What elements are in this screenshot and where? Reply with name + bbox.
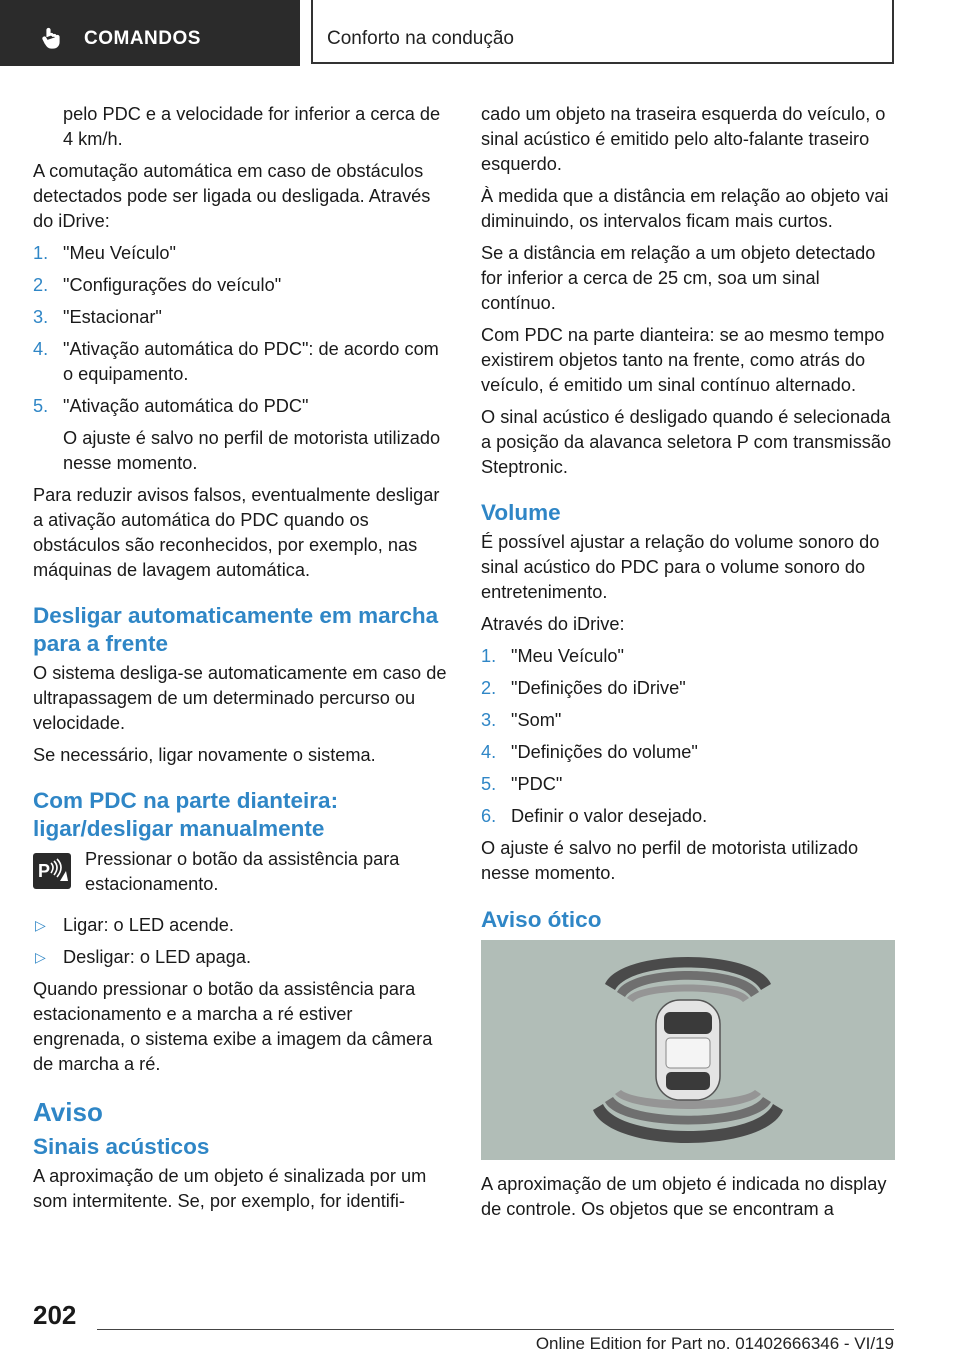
right-column [481,102,895,1229]
paragraph: Se necessário, ligar novamente o sistema. [33,745,376,765]
section-tab-label: COMANDOS [84,28,201,49]
list-item [481,804,895,829]
parking-button-instruction [33,847,447,897]
paragraph: À medida que a distância em relação ao objeto vai diminuindo, os intervalos ficam mais curtos. [481,186,889,231]
button-instruction-text: Pressionar o botão da assistência para estacionamento. [85,849,400,894]
heading-sinais-acusticos: Sinais acústicos [33,1134,210,1159]
paragraph: cado um objeto na traseira esquerda do veículo, o sinal acústico é emitido pelo alto-falante traseiro esquerdo. [481,104,886,174]
step-number: 4. [481,742,497,762]
heading-volume: Volume [481,500,561,525]
step-note: O ajuste é salvo no perfil de motorista utilizado nesse momento. [63,428,441,473]
paragraph: A aproximação de um objeto é sinalizada por um som intermitente. Se, por exemplo, for identifi- [33,1166,427,1211]
svg-text:P: P [38,861,51,881]
step-text: "Configurações do veículo" [63,275,282,295]
step-text: "PDC" [511,774,563,794]
step-number: 1. [33,243,49,263]
step-number: 3. [481,710,497,730]
list-item [481,740,895,765]
footer-edition: Online Edition for Part no. 01402666346 - VI/19 [535,1334,894,1353]
car-proximity-sensor-graphic [481,940,895,1160]
paragraph: Com PDC na parte dianteira: se ao mesmo tempo existirem objetos tanto na frente, como atrás do veículo, é emitido um sinal contínuo alternado. [481,325,885,395]
paragraph: O sistema desliga-se automaticamente em caso de ultrapassagem de um determinado percurso ou velocidade. [33,663,447,733]
paragraph: Através do iDrive: [481,614,625,634]
step-number: 1. [481,646,497,666]
list-item [33,945,447,970]
step-number: 5. [33,396,49,416]
step-text: "Meu Veículo" [63,243,177,263]
hand-pointer-icon [40,26,64,50]
page-header [0,0,960,66]
list-item [481,772,895,797]
heading-aviso-otico: Aviso ótico [481,907,602,932]
step-number: 6. [481,806,497,826]
step-number: 3. [33,307,49,327]
chapter-tab [311,0,894,64]
bullet-text: Ligar: o LED acende. [63,915,234,935]
paragraph: Quando pressionar o botão da assistência para estacionamento e a marcha a ré estiver engrenada, o sistema exibe a imagem da câmera de marcha a ré. [33,979,433,1074]
parking-assist-button-icon [33,853,71,889]
step-text: "Estacionar" [63,307,162,327]
paragraph: A comutação automática em caso de obstáculos detectados pode ser ligada ou desligada. Através do iDrive: [33,161,431,231]
section-tab [0,0,300,66]
step-number: 2. [481,678,497,698]
pdc-display-illustration [481,940,895,1160]
list-item [33,394,447,476]
step-text: Definir o valor desejado. [511,806,708,826]
page-number: 202 [33,1300,77,1330]
list-item [33,337,447,387]
idrive-steps-list [33,241,447,476]
paragraph: Se a distância em relação a um objeto detectado for inferior a cerca de 25 cm, soa um sinal contínuo. [481,243,876,313]
list-item [481,644,895,669]
list-item [33,273,447,298]
list-item [33,913,447,938]
heading-manual: Com PDC na parte dianteira: ligar/desligar manualmente [33,788,339,841]
step-text: "Ativação automática do PDC": de acordo com o equipamento. [63,339,439,384]
paragraph: O sinal acústico é desligado quando é selecionada a posição da alavanca seletora P com transmissão Steptronic. [481,407,892,477]
chapter-tab-label: Conforto na condução [327,28,514,49]
step-text: "Ativação automática do PDC" [63,396,309,416]
step-text: "Meu Veículo" [511,646,625,666]
list-item [33,305,447,330]
led-status-list [33,913,447,970]
volume-steps-list [481,644,895,829]
list-item [33,241,447,266]
step-number: 4. [33,339,49,359]
paragraph: A aproximação de um objeto é indicada no display de controle. Os objetos que se encontram a [481,1174,887,1219]
paragraph: O ajuste é salvo no perfil de motorista utilizado nesse momento. [481,838,859,883]
step-text: "Som" [511,710,562,730]
paragraph: Para reduzir avisos falsos, eventualmente desligar a ativação automática do PDC quando os obstáculos são reconhecidos, por exemplo, nas máquinas de lavagem automática. [33,485,440,580]
left-column [33,102,447,1221]
step-text: "Definições do volume" [511,742,698,762]
paragraph: pelo PDC e a velocidade for inferior a cerca de 4 km/h. [63,104,441,149]
heading-aviso: Aviso [33,1097,103,1127]
bullet-text: Desligar: o LED apaga. [63,947,252,967]
heading-auto-off: Desligar automaticamente em marcha para a frente [33,603,439,656]
footer-rule [97,1329,894,1330]
triangle-bullet-icon: ▷ [35,917,46,933]
step-number: 2. [33,275,49,295]
list-item [481,708,895,733]
triangle-bullet-icon: ▷ [35,949,46,965]
list-item [481,676,895,701]
step-number: 5. [481,774,497,794]
step-text: "Definições do iDrive" [511,678,686,698]
paragraph: É possível ajustar a relação do volume sonoro do sinal acústico do PDC para o volume sonoro do entretenimento. [481,532,880,602]
